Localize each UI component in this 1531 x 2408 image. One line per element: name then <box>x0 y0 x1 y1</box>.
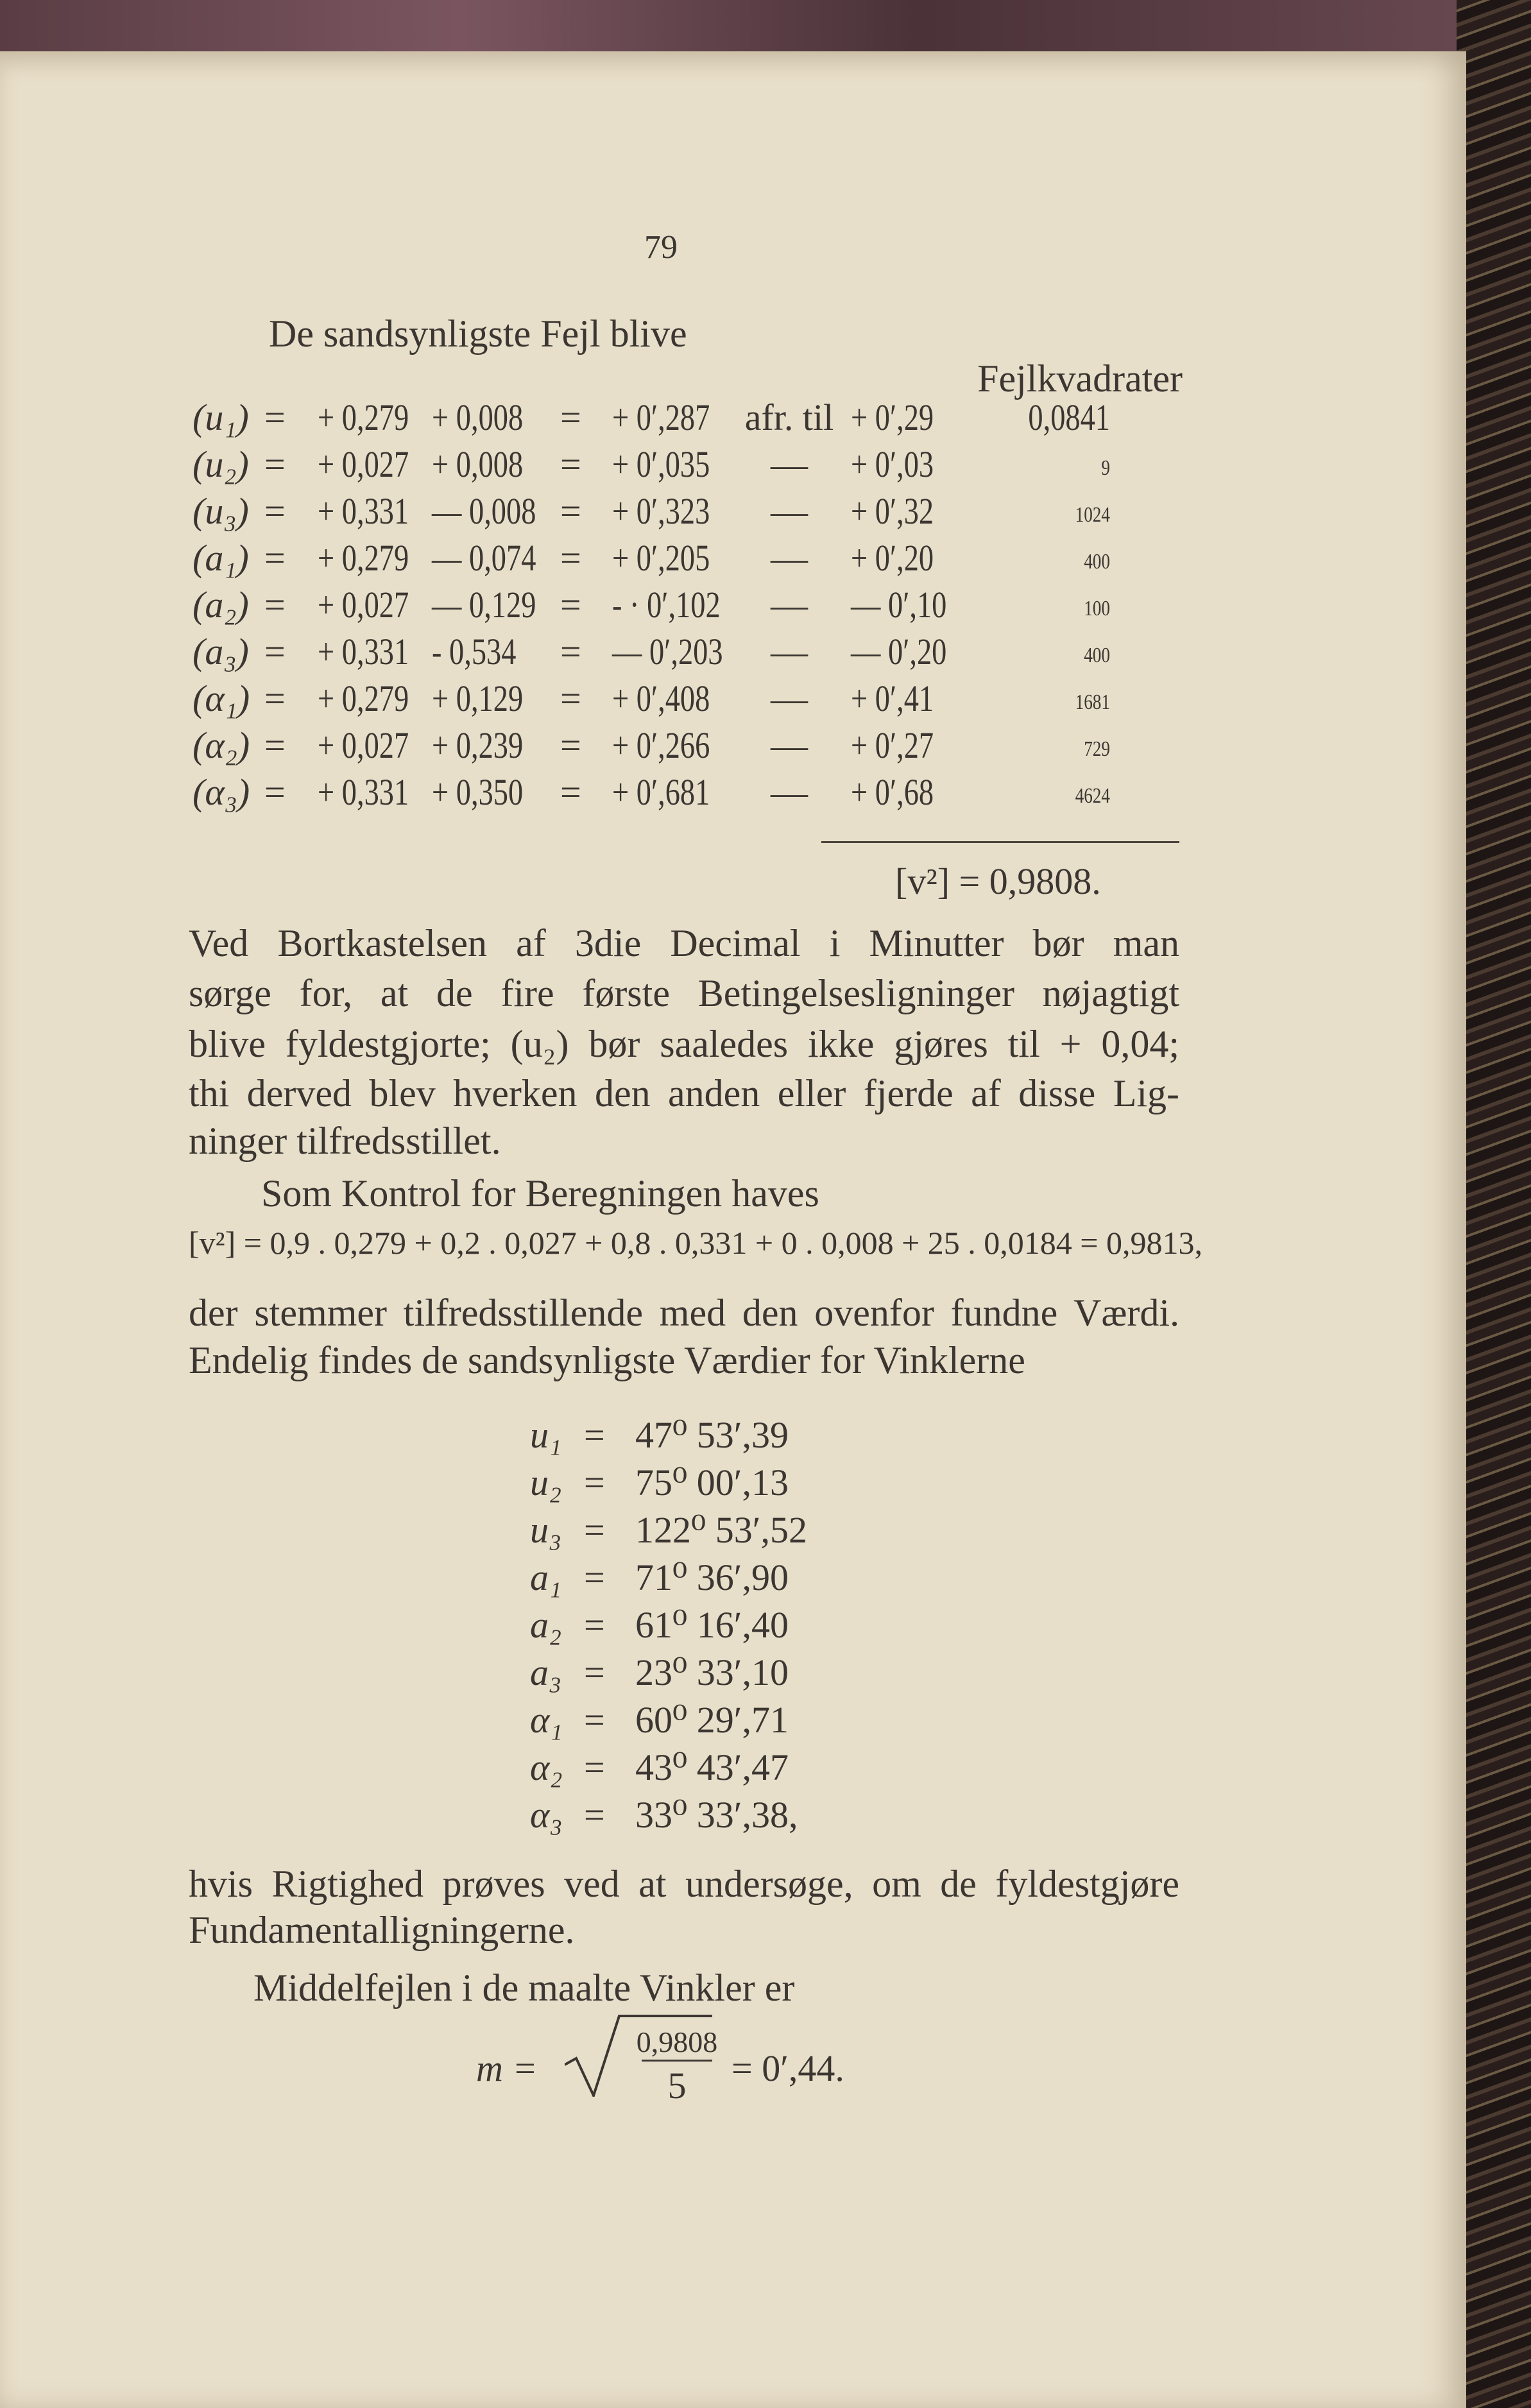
rounding-note: — <box>771 490 808 532</box>
text-line: sørge for, at de fire første Betingelsesligninger nøjagtigt <box>189 972 1179 1014</box>
term-a: + 0,027 <box>318 724 409 766</box>
column-header: Fejlkvadrater <box>977 357 1183 400</box>
term-b: — 0,074 <box>432 537 536 579</box>
equals-sign: = <box>584 1462 605 1503</box>
rounded: — 0′,10 <box>851 584 947 626</box>
sum: + 0′,681 <box>612 771 710 813</box>
equals-sign: = <box>560 443 581 485</box>
angle-name: u₃ <box>530 1509 562 1551</box>
error-square: 729 <box>1084 737 1110 761</box>
rounded: + 0′,32 <box>851 490 934 532</box>
term-a: + 0,279 <box>318 537 409 579</box>
sum: + 0′,323 <box>612 490 710 532</box>
text-line: Fundamentalligningerne. <box>189 1909 575 1951</box>
equals-sign: = <box>584 1604 605 1646</box>
angle-name: α₃ <box>530 1794 563 1836</box>
angle-name: α₂ <box>530 1746 563 1788</box>
control-intro: Som Kontrol for Beregningen haves <box>261 1172 819 1215</box>
error-square: 1024 <box>1075 503 1110 527</box>
rounding-note: — <box>771 443 808 485</box>
term-b: + 0,350 <box>432 771 524 813</box>
rounded: — 0′,20 <box>851 631 947 672</box>
error-square: 100 <box>1084 597 1110 620</box>
fraction-line <box>642 2060 712 2062</box>
equals-sign: = <box>584 1652 605 1693</box>
angle-name: a₃ <box>530 1652 562 1693</box>
rounding-note: — <box>771 724 808 766</box>
error-square: 400 <box>1084 550 1110 574</box>
text-line: Ved Bortkastelsen af 3die Decimal i Minutter bør man <box>189 922 1179 964</box>
term-a: + 0,027 <box>318 584 409 626</box>
term-a: + 0,331 <box>318 631 409 672</box>
m-denominator: 5 <box>667 2065 687 2106</box>
equals-sign: = <box>584 1746 605 1788</box>
row-label: (u₁) <box>192 397 249 438</box>
angle-value: 122⁰ 53′,52 <box>635 1509 807 1551</box>
row-label: (u₃) <box>192 490 249 532</box>
term-b: — 0,129 <box>432 584 536 626</box>
equals-sign: = <box>560 397 581 438</box>
equals-sign: = <box>560 537 581 579</box>
total-sum: [v²] = 0,9808. <box>895 860 1101 902</box>
term-b: + 0,239 <box>432 724 524 766</box>
rounded: + 0′,20 <box>851 537 934 579</box>
rounding-note: — <box>771 537 808 579</box>
term-b: + 0,008 <box>432 397 524 438</box>
angle-name: α₁ <box>530 1699 563 1741</box>
equals-sign: = <box>560 678 581 719</box>
equals-sign: = <box>264 537 286 579</box>
error-square: 0,0841 <box>1028 397 1110 438</box>
sum: — 0′,203 <box>612 631 723 672</box>
equals-sign: = <box>264 724 286 766</box>
sum: + 0′,266 <box>612 724 710 766</box>
book-cover-edge <box>1457 0 1531 2408</box>
angle-value: 60⁰ 29′,71 <box>635 1699 789 1741</box>
rounding-note: — <box>771 584 808 626</box>
row-label: (α₂) <box>192 724 250 766</box>
book-cover-top <box>0 0 1531 58</box>
text-line: thi derved blev hverken den anden eller fjerde af disse Lig- <box>189 1072 1179 1114</box>
rounded: + 0′,29 <box>851 397 934 438</box>
angle-name: u₁ <box>530 1414 562 1456</box>
equals-sign: = <box>264 631 286 672</box>
equals-sign: = <box>584 1699 605 1741</box>
text-line: der stemmer tilfredsstillende med den ovenfor fundne Værdi. <box>189 1292 1179 1334</box>
m-rhs: = 0′,44. <box>731 2047 844 2089</box>
angle-value: 43⁰ 43′,47 <box>635 1746 789 1788</box>
angle-name: u₂ <box>530 1462 562 1503</box>
row-label: (α₃) <box>192 771 250 813</box>
control-formula: [v²] = 0,9 . 0,279 + 0,2 . 0,027 + 0,8 . 0,331 + 0 . 0,008 + 25 . 0,0184 = 0,9813, <box>189 1225 1202 1261</box>
text-line: Endelig findes de sandsynligste Værdier for Vinklerne <box>189 1339 1025 1381</box>
term-a: + 0,279 <box>318 678 409 719</box>
equals-sign: = <box>560 584 581 626</box>
error-square: 1681 <box>1075 690 1110 714</box>
sum-rule <box>821 841 1179 843</box>
error-square: 9 <box>1101 456 1110 480</box>
sum: + 0′,205 <box>612 537 710 579</box>
equals-sign: = <box>560 490 581 532</box>
term-b: + 0,008 <box>432 443 524 485</box>
text-line: blive fyldestgjorte; (u₂) bør saaledes ikke gjøres til + 0,04; <box>189 1023 1179 1065</box>
row-label: (a₃) <box>192 631 249 672</box>
angle-value: 47⁰ 53′,39 <box>635 1414 789 1456</box>
row-label: (a₂) <box>192 584 249 626</box>
intro-text: De sandsynligste Fejl blive <box>269 312 687 355</box>
equals-sign: = <box>584 1509 605 1551</box>
m-numerator: 0,9808 <box>636 2026 718 2058</box>
equals-sign: = <box>584 1557 605 1598</box>
row-label: (u₂) <box>192 443 249 485</box>
term-b: + 0,129 <box>432 678 524 719</box>
error-square: 400 <box>1084 644 1110 667</box>
m-lhs <box>476 2047 538 2089</box>
sum: + 0′,035 <box>612 443 710 485</box>
angle-value: 33⁰ 33′,38, <box>635 1794 798 1836</box>
angle-value: 61⁰ 16′,40 <box>635 1604 789 1646</box>
term-b: — 0,008 <box>432 490 536 532</box>
row-label: (a₁) <box>192 537 249 579</box>
angle-name: a₂ <box>530 1604 562 1646</box>
rounded: + 0′,68 <box>851 771 934 813</box>
rounding-note: afr. til <box>744 397 834 438</box>
rounding-note: — <box>771 631 808 672</box>
text-line: hvis Rigtighed prøves ved at undersøge, om de fyldestgjøre <box>189 1863 1179 1905</box>
term-a: + 0,279 <box>318 397 409 438</box>
equals-sign: = <box>560 771 581 813</box>
equals-sign: = <box>264 490 286 532</box>
angle-value: 71⁰ 36′,90 <box>635 1557 789 1598</box>
term-b: - 0,534 <box>432 631 517 672</box>
angle-value: 75⁰ 00′,13 <box>635 1462 789 1503</box>
term-a: + 0,027 <box>318 443 409 485</box>
term-a: + 0,331 <box>318 771 409 813</box>
equals-sign: = <box>264 443 286 485</box>
equals-sign: = <box>264 678 286 719</box>
row-label: (α₁) <box>192 678 250 719</box>
middle-error-intro: Middelfejlen i de maalte Vinkler er <box>253 1967 795 2009</box>
sum: - · 0′,102 <box>612 584 721 626</box>
equals-sign: = <box>264 771 286 813</box>
angle-name: a₁ <box>530 1557 562 1598</box>
sum: + 0′,287 <box>612 397 710 438</box>
equals-sign: = <box>560 724 581 766</box>
rounded: + 0′,03 <box>851 443 934 485</box>
text-line: ninger tilfredsstillet. <box>189 1120 501 1162</box>
rounding-note: — <box>771 771 808 813</box>
error-square: 4624 <box>1075 784 1110 808</box>
sum: + 0′,408 <box>612 678 710 719</box>
page-number: 79 <box>644 229 678 266</box>
equals-sign: = <box>584 1794 605 1836</box>
equals-sign: = <box>584 1414 605 1456</box>
equals-sign: = <box>264 397 286 438</box>
rounding-note: — <box>771 678 808 719</box>
m-lhs-text: m = <box>476 2047 538 2089</box>
term-a: + 0,331 <box>318 490 409 532</box>
equals-sign: = <box>264 584 286 626</box>
angle-value: 23⁰ 33′,10 <box>635 1652 789 1693</box>
rounded: + 0′,41 <box>851 678 934 719</box>
equals-sign: = <box>560 631 581 672</box>
rounded: + 0′,27 <box>851 724 934 766</box>
